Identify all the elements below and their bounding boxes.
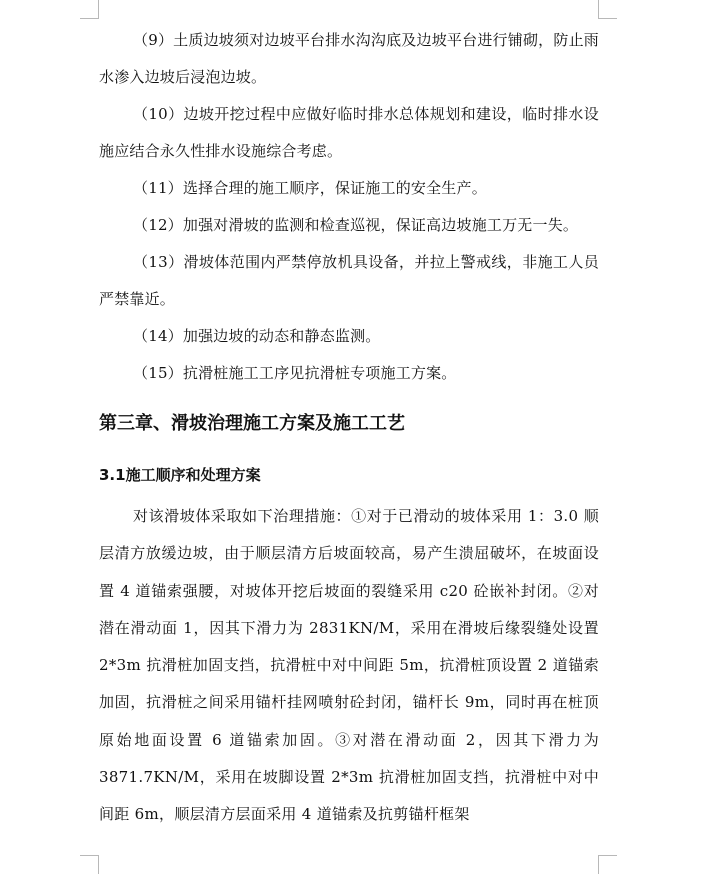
page-corner-mark-bottom-left [80, 855, 99, 874]
list-item: （9）土质边坡须对边坡平台排水沟沟底及边坡平台进行铺砌，防止雨水渗入边坡后浸泡边坡。 [99, 31, 599, 86]
list-item: （13）滑坡体范围内严禁停放机具设备，并拉上警戒线，非施工人员严禁靠近。 [99, 253, 599, 308]
list-item: （15）抗滑桩施工工序见抗滑桩专项施工方案。 [133, 364, 457, 382]
page-corner-mark-top-left [80, 0, 99, 19]
measures-list [99, 22, 599, 392]
list-item: （10）边坡开挖过程中应做好临时排水总体规划和建设，临时排水设施应结合永久性排水设施综合考虑。 [99, 105, 599, 160]
list-item: （12）加强对滑坡的监测和检查巡视，保证高边坡施工万无一失。 [133, 216, 579, 234]
page-corner-mark-top-right [598, 0, 617, 19]
page-corner-mark-bottom-right [598, 855, 617, 874]
chapter-heading: 第三章、滑坡治理施工方案及施工工艺 [99, 413, 405, 434]
body-paragraph: 对该滑坡体采取如下治理措施：①对于已滑动的坡体采用 1：3.0 顺层清方放缓边坡，由于顺层清方后坡面较高，易产生溃屈破坏，在坡面设置 4 道锚索强腰，对坡体开挖后坡面的裂缝采用 c20 砼嵌补封闭。②对潜在滑动面 1，因其下滑力为 2831KN/M，采用在滑坡后缘裂缝处设置 2*3m 抗滑桩加固支挡，抗滑桩中对中间距 5m，抗滑桩顶设置 2 道锚索加固，抗滑桩之间采用锚杆挂网喷射砼封闭，锚杆长 9m，同时再在桩顶原始地面设置 6 道锚索加固。③对潜在滑动面 2，因其下滑力为 3871.7KN/M，采用在坡脚设置 2*3m 抗滑桩加固支挡，抗滑桩中对中间距 6m，顺层清方层面采用 4 道锚索及抗剪锚杆框架 [99, 507, 599, 824]
list-item: （14）加强边坡的动态和静态监测。 [133, 327, 381, 345]
list-item: （11）选择合理的施工顺序，保证施工的安全生产。 [133, 179, 487, 197]
section-heading: 3.1施工顺序和处理方案 [99, 466, 261, 484]
